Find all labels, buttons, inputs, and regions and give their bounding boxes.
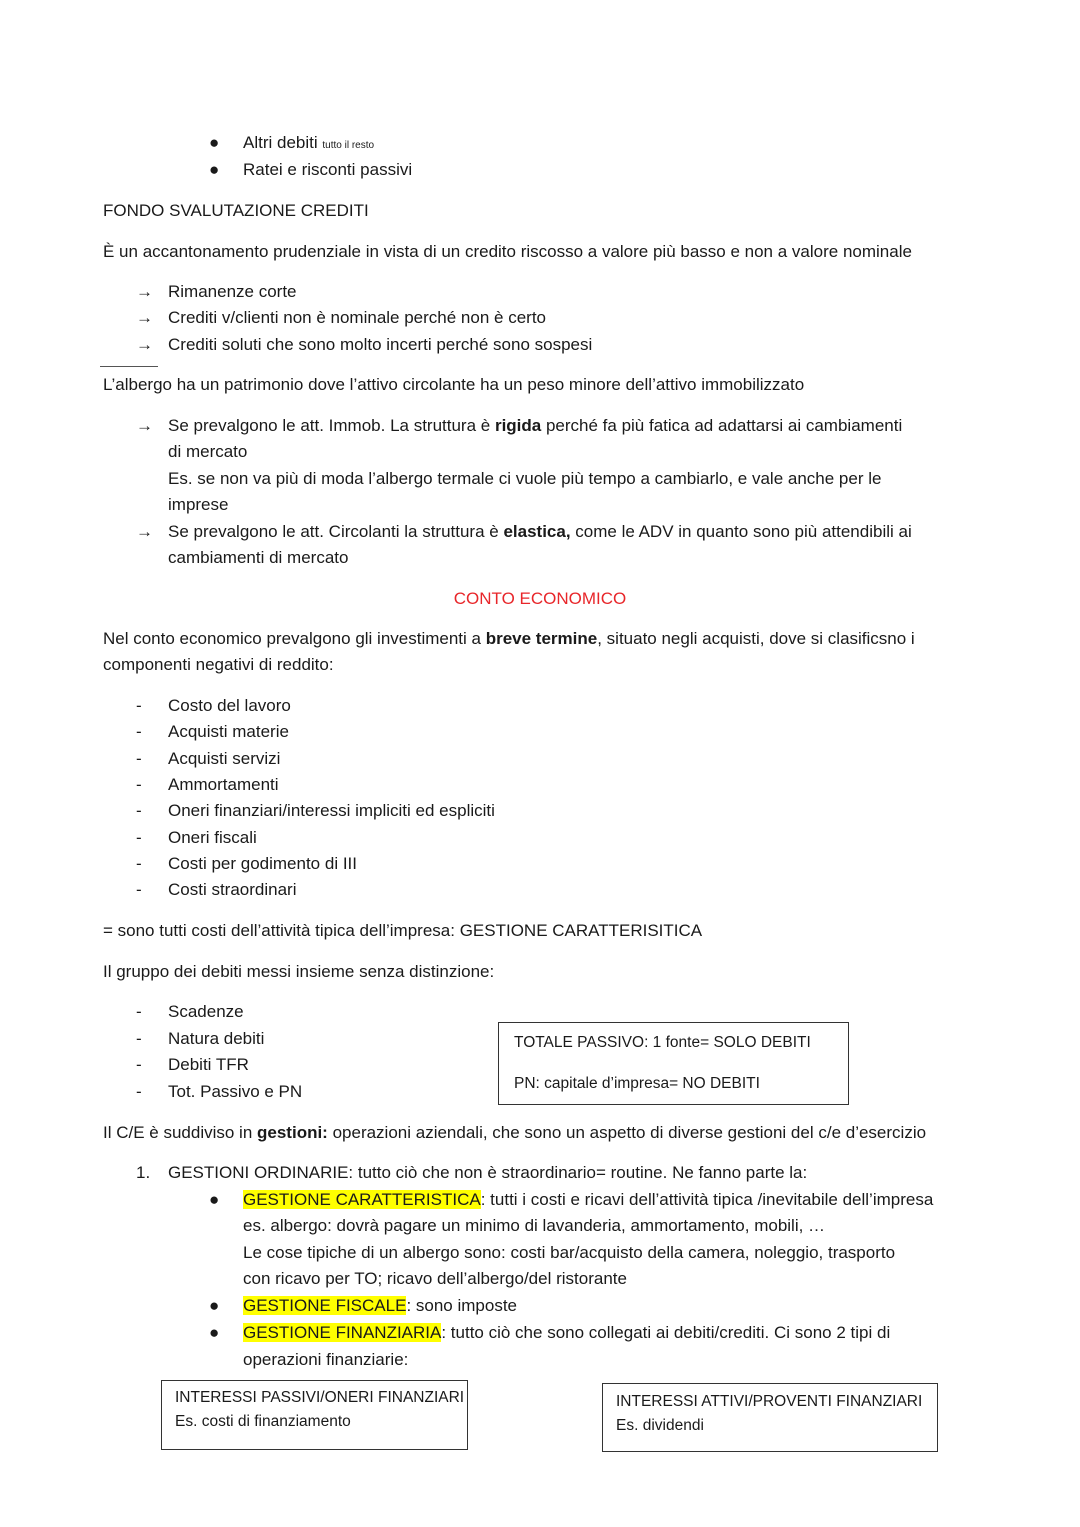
dash-icon: - xyxy=(136,801,142,820)
text: Se prevalgono le att. Circolanti la struttura è xyxy=(168,522,504,541)
list-item: Oneri fiscali xyxy=(168,828,257,847)
text: come le ADV in quanto sono più attendibili ai xyxy=(570,522,912,541)
text-line: operazioni finanziarie: xyxy=(243,1350,409,1369)
dash-icon: - xyxy=(136,722,142,741)
list-item xyxy=(243,1189,933,1211)
item-note: tutto il resto xyxy=(322,140,375,151)
list-item: Crediti soluti che sono molto incerti perché sono sospesi xyxy=(168,335,593,354)
dash-icon: - xyxy=(136,1082,142,1101)
list-item xyxy=(243,1322,890,1344)
arrow-right-icon: → xyxy=(136,335,153,354)
section-title: CONTO ECONOMICO xyxy=(453,589,627,608)
text-line: imprese xyxy=(168,495,229,514)
list-item: Costi straordinari xyxy=(168,880,297,899)
bullet-icon: ● xyxy=(209,160,220,179)
bullet-icon: ● xyxy=(209,1323,220,1342)
list-item: Acquisti servizi xyxy=(168,749,281,768)
list-item: Ratei e risconti passivi xyxy=(243,160,413,179)
text: operazioni aziendali, che sono un aspetto di diverse gestioni del c/e d’esercizio xyxy=(327,1123,927,1142)
dash-icon: - xyxy=(136,828,142,847)
bold-text: gestioni: xyxy=(257,1123,328,1142)
paragraph: Il gruppo dei debiti messi insieme senza distinzione: xyxy=(103,962,495,981)
list-item: Ammortamenti xyxy=(168,775,279,794)
text-line: Le cose tipiche di un albergo sono: costi bar/acquisto della camera, noleggio, trasporto xyxy=(243,1243,896,1262)
list-item: Scadenze xyxy=(168,1002,244,1021)
list-item: Tot. Passivo e PN xyxy=(168,1082,303,1101)
dash-icon: - xyxy=(136,1002,142,1021)
text: perché fa più fatica ad adattarsi ai cambiamenti xyxy=(541,416,903,435)
list-item xyxy=(243,132,374,154)
dash-icon: - xyxy=(136,880,142,899)
box-line: TOTALE PASSIVO: 1 fonte= SOLO DEBITI xyxy=(514,1034,811,1051)
dash-icon: - xyxy=(136,1055,142,1074)
list-item: Rimanenze corte xyxy=(168,282,297,301)
highlighted-text: GESTIONE FINANZIARIA xyxy=(243,1323,442,1342)
paragraph xyxy=(103,1122,926,1144)
dash-icon: - xyxy=(136,1029,142,1048)
list-item: Crediti v/clienti non è nominale perché non è certo xyxy=(168,308,546,327)
list-item xyxy=(168,521,912,543)
bold-text: elastica, xyxy=(503,522,571,541)
box-line: PN: capitale d’impresa= NO DEBITI xyxy=(514,1075,760,1092)
list-number: 1. xyxy=(136,1163,151,1182)
text-line: di mercato xyxy=(168,442,248,461)
arrow-right-icon: → xyxy=(136,416,153,435)
dash-icon: - xyxy=(136,749,142,768)
bullet-icon: ● xyxy=(209,1190,220,1209)
list-item: Costo del lavoro xyxy=(168,696,291,715)
dash-icon: - xyxy=(136,854,142,873)
box-line: Es. costi di finanziamento xyxy=(175,1413,351,1430)
text: : tutti i costi e ricavi dell’attività tipica /inevitabile dell’impresa xyxy=(480,1190,934,1209)
text-line: componenti negativi di reddito: xyxy=(103,655,334,674)
divider xyxy=(100,366,158,367)
text: Se prevalgono le att. Immob. La struttura è xyxy=(168,416,495,435)
bold-text: rigida xyxy=(494,416,542,435)
list-item xyxy=(168,415,902,437)
bullet-icon: ● xyxy=(209,133,220,152)
item-label: Altri debiti xyxy=(243,133,318,152)
box-line: Es. dividendi xyxy=(616,1417,704,1434)
dash-icon: - xyxy=(136,696,142,715)
text: Nel conto economico prevalgono gli investimenti a xyxy=(103,629,486,648)
list-item xyxy=(243,1295,517,1317)
bold-text: breve termine xyxy=(485,629,598,648)
bullet-icon: ● xyxy=(209,1296,220,1315)
list-item: Acquisti materie xyxy=(168,722,289,741)
dash-icon: - xyxy=(136,775,142,794)
list-item: Natura debiti xyxy=(168,1029,265,1048)
paragraph: = sono tutti costi dell’attività tipica dell’impresa: GESTIONE CARATTERISITICA xyxy=(103,921,703,940)
note-box-interessi-attivi xyxy=(602,1383,938,1452)
paragraph: L’albergo ha un patrimonio dove l’attivo circolante ha un peso minore dell’attivo immobilizzato xyxy=(103,375,805,394)
paragraph xyxy=(103,628,915,650)
section-heading: FONDO SVALUTAZIONE CREDITI xyxy=(103,201,369,220)
list-item: Oneri finanziari/interessi impliciti ed espliciti xyxy=(168,801,495,820)
text-line: Es. se non va più di moda l’albergo termale ci vuole più tempo a cambiarlo, e vale anche per le xyxy=(168,469,882,488)
text: : sono imposte xyxy=(406,1296,517,1315)
list-item: Costi per godimento di III xyxy=(168,854,357,873)
text: : tutto ciò che sono collegati ai debiti/crediti. Ci sono 2 tipi di xyxy=(441,1323,891,1342)
arrow-right-icon: → xyxy=(136,308,153,327)
list-item: GESTIONI ORDINARIE: tutto ciò che non è straordinario= routine. Ne fanno parte la: xyxy=(168,1163,808,1182)
box-line: INTERESSI ATTIVI/PROVENTI FINANZIARI xyxy=(616,1393,923,1410)
text-line: cambiamenti di mercato xyxy=(168,548,349,567)
arrow-right-icon: → xyxy=(136,522,153,541)
text: Il C/E è suddiviso in xyxy=(103,1123,258,1142)
text-line: con ricavo per TO; ricavo dell’albergo/del ristorante xyxy=(243,1269,627,1288)
text: , situato negli acquisti, dove si clasificsno i xyxy=(597,629,915,648)
arrow-right-icon: → xyxy=(136,282,153,301)
highlighted-text: GESTIONE FISCALE xyxy=(243,1296,407,1315)
highlighted-text: GESTIONE CARATTERISTICA xyxy=(243,1190,481,1209)
note-box-interessi-passivi xyxy=(161,1380,468,1450)
note-box-totale-passivo xyxy=(498,1022,849,1105)
list-item: Debiti TFR xyxy=(168,1055,249,1074)
text-line: es. albergo: dovrà pagare un minimo di lavanderia, ammortamento, mobili, … xyxy=(243,1216,826,1235)
box-line: INTERESSI PASSIVI/ONERI FINANZIARI xyxy=(175,1389,465,1406)
paragraph: È un accantonamento prudenziale in vista di un credito riscosso a valore più basso e non a valore nominale xyxy=(103,242,912,261)
